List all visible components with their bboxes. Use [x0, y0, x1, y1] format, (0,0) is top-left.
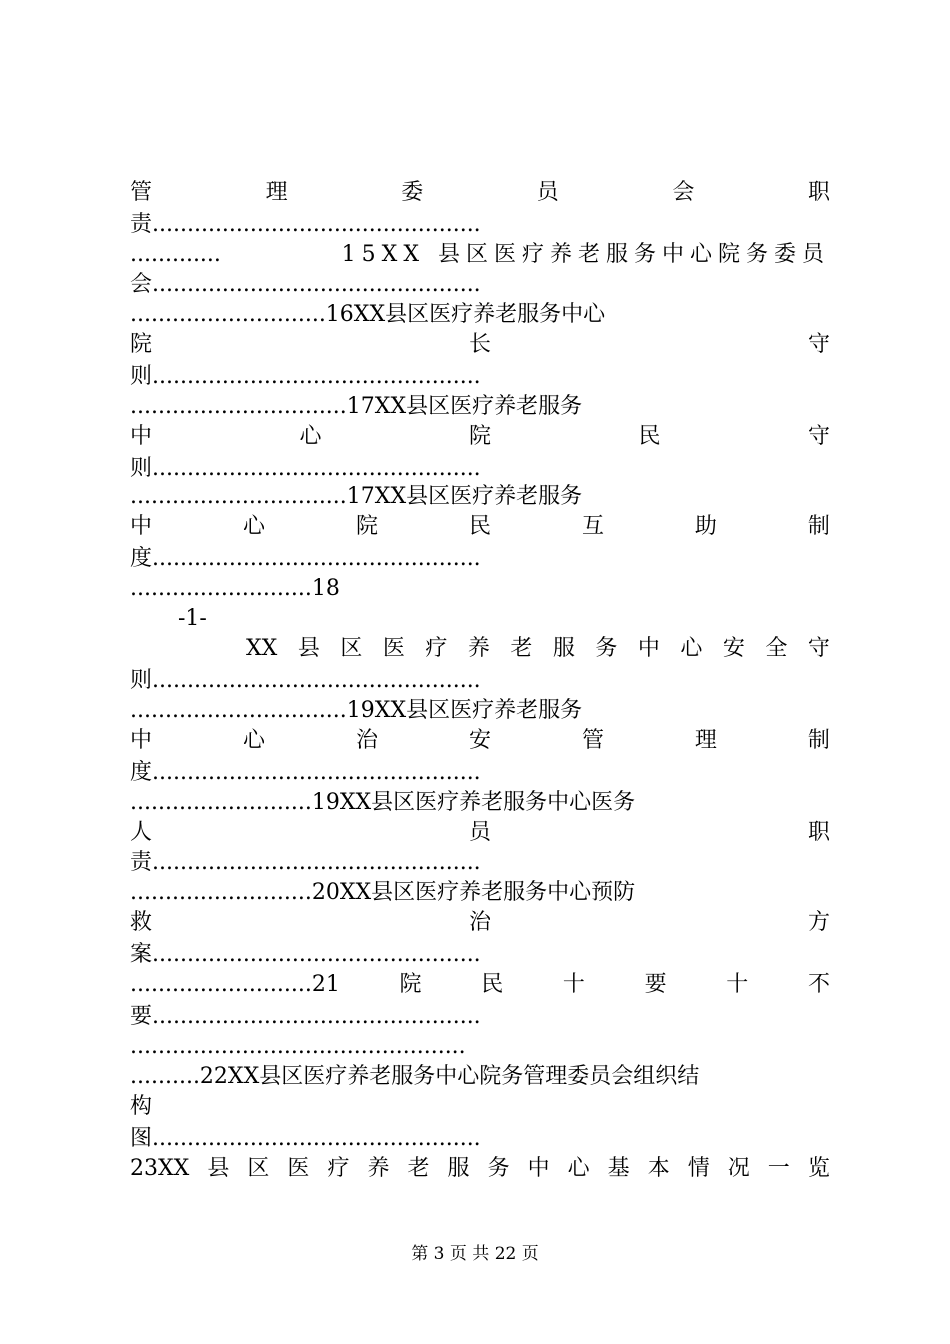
toc-char: 本 — [647, 1156, 670, 1181]
toc-char: 长 — [468, 332, 491, 357]
toc-char: 职 — [807, 180, 830, 205]
toc-char: 老 — [407, 1156, 430, 1181]
toc-char: 民 — [638, 424, 661, 449]
toc-char: ..........................21 — [130, 972, 340, 997]
toc-char: 职 — [807, 820, 830, 845]
toc-char: 心 — [242, 728, 265, 753]
toc-char: 医 — [287, 1156, 310, 1181]
toc-char: 情 — [687, 1156, 710, 1181]
toc-line-29: ..........22XX县区医疗养老服务中心院务管理委员会组织结 — [130, 1064, 700, 1089]
toc-line-11: ...............................17XX县区医疗养老服务 — [130, 484, 583, 509]
toc-char: 院 — [468, 424, 491, 449]
toc-line-31: 图............................................... — [130, 1126, 481, 1151]
toc-char: 方 — [807, 910, 830, 935]
toc-char: 安 — [722, 636, 745, 661]
toc-line-3 — [130, 240, 830, 270]
toc-char: 览 — [807, 1156, 830, 1181]
toc-char: 心 — [299, 424, 322, 449]
toc-char: 人 — [130, 820, 153, 845]
toc-line-19: 度............................................... — [130, 760, 481, 785]
toc-char: 疗 — [425, 636, 448, 661]
toc-char: 全 — [765, 636, 788, 661]
toc-char: 民 — [481, 972, 504, 997]
toc-char: 基 — [607, 1156, 630, 1181]
toc-char: 院 — [399, 972, 422, 997]
toc-char: 服 — [552, 636, 575, 661]
toc-char: 理 — [694, 728, 717, 753]
toc-char: 区 — [247, 1156, 270, 1181]
toc-char: 养 — [367, 1156, 390, 1181]
toc-char: 员 — [536, 180, 559, 205]
toc-char: 会 — [672, 180, 695, 205]
toc-char: 理 — [265, 180, 288, 205]
toc-line-14: ..........................18 — [130, 576, 340, 601]
toc-char: 区 — [340, 636, 363, 661]
toc-char: 员 — [468, 820, 491, 845]
toc-char: 要 — [644, 972, 667, 997]
toc-char: 守 — [807, 424, 830, 449]
toc-char: 心 — [567, 1156, 590, 1181]
toc-line-21 — [130, 818, 830, 848]
toc-line-22: 责............................................... — [130, 850, 481, 875]
toc-char: 守 — [807, 636, 830, 661]
toc-line-1 — [130, 178, 830, 208]
toc-line-12 — [130, 512, 830, 542]
toc-char: 中 — [130, 728, 153, 753]
toc-char: 十 — [726, 972, 749, 997]
toc-line-15 — [246, 634, 830, 664]
toc-char: 心 — [242, 514, 265, 539]
toc-char: XX — [246, 636, 278, 661]
toc-line-25: 案............................................... — [130, 942, 481, 967]
toc-line-20: ..........................19XX县区医疗养老服务中心医务 — [130, 790, 636, 815]
toc-line-8: ...............................17XX县区医疗养老服务 — [130, 394, 583, 419]
toc-char: 互 — [581, 514, 604, 539]
toc-char: 管 — [581, 728, 604, 753]
toc-char: 院 — [130, 332, 153, 357]
toc-char: 老 — [510, 636, 533, 661]
toc-line-27: 要............................................... — [130, 1004, 481, 1029]
toc-line-16: 则............................................... — [130, 668, 481, 693]
toc-line-6 — [130, 330, 830, 360]
toc-entry-text: 15XX 县区医疗养老服务中心院务委员 — [341, 242, 830, 267]
toc-char: 务 — [487, 1156, 510, 1181]
toc-char: 民 — [468, 514, 491, 539]
toc-char: 县 — [207, 1156, 230, 1181]
toc-char: 不 — [807, 972, 830, 997]
toc-line-13: 度............................................... — [130, 546, 481, 571]
toc-char: 制 — [807, 514, 830, 539]
toc-char: 治 — [468, 910, 491, 935]
toc-line-9 — [130, 422, 830, 452]
toc-char: 助 — [694, 514, 717, 539]
toc-char: 中 — [130, 424, 153, 449]
toc-char: 务 — [595, 636, 618, 661]
toc-line-23: ..........................20XX县区医疗养老服务中心预防 — [130, 880, 636, 905]
toc-char: 救 — [130, 910, 153, 935]
toc-leader-dots: ............. — [130, 242, 221, 267]
toc-char: 制 — [807, 728, 830, 753]
toc-line-32 — [130, 1154, 830, 1184]
toc-char: 中 — [527, 1156, 550, 1181]
toc-char: 中 — [130, 514, 153, 539]
toc-line-26 — [130, 970, 830, 1000]
toc-char: 县 — [297, 636, 320, 661]
toc-char: 中 — [637, 636, 660, 661]
toc-char: 十 — [562, 972, 585, 997]
toc-char: 守 — [807, 332, 830, 357]
toc-char: 委 — [401, 180, 424, 205]
page-marker: -1- — [178, 606, 207, 631]
toc-line-28: ................................................ — [130, 1034, 466, 1059]
toc-line-2: 责............................................... — [130, 212, 481, 237]
toc-char: 服 — [447, 1156, 470, 1181]
toc-line-7: 则............................................... — [130, 364, 481, 389]
toc-line-18 — [130, 726, 830, 756]
toc-line-5: ............................16XX县区医疗养老服务中心 — [130, 302, 606, 327]
toc-char: 一 — [767, 1156, 790, 1181]
toc-line-17: ...............................19XX县区医疗养老服务 — [130, 698, 583, 723]
toc-char: 医 — [382, 636, 405, 661]
toc-char: 治 — [355, 728, 378, 753]
toc-char: 23XX — [130, 1156, 190, 1181]
toc-line-10: 则............................................... — [130, 456, 481, 481]
toc-char: 院 — [355, 514, 378, 539]
toc-line-24 — [130, 908, 830, 938]
toc-line-30: 构 — [130, 1094, 153, 1119]
toc-char: 养 — [467, 636, 490, 661]
toc-char: 疗 — [327, 1156, 350, 1181]
toc-char: 心 — [680, 636, 703, 661]
toc-char: 安 — [468, 728, 491, 753]
toc-line-4: 会............................................... — [130, 272, 481, 297]
toc-char: 管 — [130, 180, 153, 205]
toc-char: 况 — [727, 1156, 750, 1181]
page-footer: 第 3 页 共 22 页 — [411, 1244, 539, 1264]
